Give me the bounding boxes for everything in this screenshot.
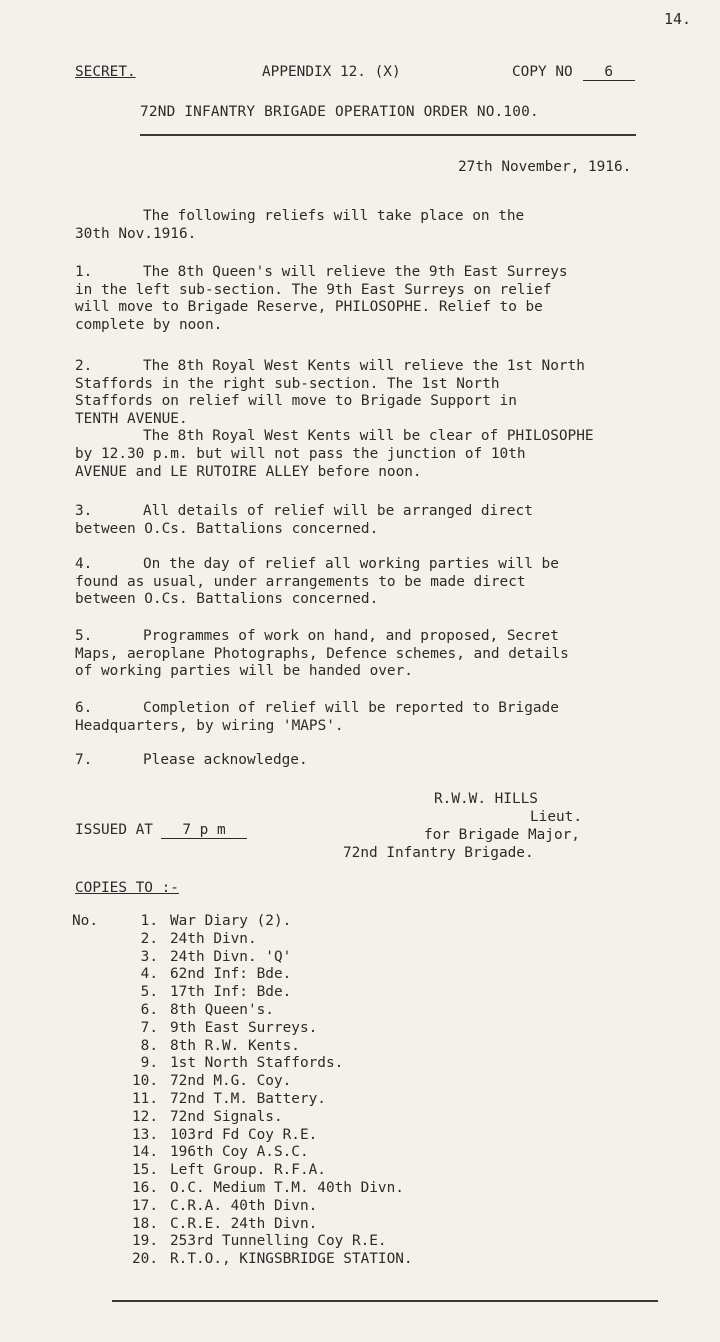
copy-label: COPY NO (512, 64, 573, 80)
intro-paragraph (75, 208, 705, 243)
paragraph-2 (75, 358, 705, 481)
list-item: 19. 253rd Tunnelling Coy R.E. (132, 1233, 387, 1250)
signature-unit: 72nd Infantry Brigade. (343, 845, 534, 861)
paragraph-number: 1. (75, 264, 93, 280)
paragraph-6 (75, 700, 705, 735)
list-item: 10. 72nd M.G. Coy. (132, 1073, 292, 1090)
signature-for: for Brigade Major, (424, 827, 580, 843)
list-item: No. 1. War Diary (2). (72, 913, 292, 929)
list-item: 11. 72nd T.M. Battery. (132, 1090, 326, 1107)
list-item: 5. 17th Inf: Bde. (140, 984, 292, 1001)
paragraph-number: 7. (75, 752, 93, 768)
paragraph-line: The 8th Queen's will relieve the 9th East Surreys (143, 264, 568, 280)
footer-rule (112, 1300, 658, 1302)
paragraph-line: Staffords on relief will move to Brigade Support in (75, 393, 517, 410)
paragraph-line: between O.Cs. Battalions concerned. (75, 591, 379, 608)
paragraph-number: 5. (75, 628, 93, 644)
paragraph-line: Completion of relief will be reported to Brigade (143, 700, 559, 716)
list-item: 20. R.T.O., KINGSBRIDGE STATION. (132, 1251, 413, 1268)
list-item: 12. 72nd Signals. (132, 1108, 283, 1125)
paragraph-number: 4. (75, 556, 93, 572)
paragraph-line: The 8th Royal West Kents will be clear of PHILOSOPHE (143, 428, 594, 445)
intro-line: The following reliefs will take place on the (143, 208, 525, 224)
paragraph-number: 2. (75, 358, 93, 374)
list-item: 14. 196th Coy A.S.C. (132, 1144, 309, 1161)
issued-label: ISSUED AT (75, 822, 153, 838)
page-number: 14. (664, 10, 692, 28)
document-date: 27th November, 1916. (458, 159, 632, 175)
paragraph-line: The 8th Royal West Kents will relieve the 1st North (143, 358, 585, 374)
paragraph-line: by 12.30 p.m. but will not pass the junction of 10th (75, 445, 526, 462)
issued-value: 7 p m (161, 822, 247, 839)
issued-at (75, 822, 247, 839)
paragraph-line: will move to Brigade Reserve, PHILOSOPHE. Relief to be (75, 299, 543, 316)
paragraph-line: On the day of relief all working parties will be (143, 556, 559, 572)
list-item: 2. 24th Divn. (140, 930, 257, 947)
list-item: 15. Left Group. R.F.A. (132, 1162, 326, 1179)
paragraph-4 (75, 556, 705, 609)
paragraph-line: found as usual, under arrangements to be made direct (75, 573, 526, 590)
signature-name: R.W.W. HILLS (434, 791, 538, 807)
appendix-label: APPENDIX 12. (X) (262, 64, 401, 80)
signature-rank: Lieut. (530, 809, 582, 825)
list-item: 8. 8th R.W. Kents. (140, 1037, 300, 1054)
list-item: 17. C.R.A. 40th Divn. (132, 1197, 318, 1214)
title-rule (140, 134, 636, 136)
paragraph-1 (75, 264, 705, 334)
document-title: 72ND INFANTRY BRIGADE OPERATION ORDER NO.100. (140, 104, 539, 120)
paragraph-line: Headquarters, by wiring 'MAPS'. (75, 717, 344, 734)
paragraph-line: between O.Cs. Battalions concerned. (75, 520, 379, 537)
copy-number (512, 64, 635, 81)
list-item: 7. 9th East Surreys. (140, 1019, 318, 1036)
paragraph-line: All details of relief will be arranged direct (143, 503, 533, 519)
paragraph-line: Staffords in the right sub-section. The 1st North (75, 375, 500, 392)
list-item: 16. O.C. Medium T.M. 40th Divn. (132, 1179, 404, 1196)
paragraph-7 (75, 752, 705, 770)
paragraph-line: AVENUE and LE RUTOIRE ALLEY before noon. (75, 463, 422, 480)
paragraph-number: 3. (75, 503, 93, 519)
paragraph-line: complete by noon. (75, 316, 223, 333)
list-item: 3. 24th Divn. 'Q' (140, 948, 292, 965)
paragraph-line: Maps, aeroplane Photographs, Defence schemes, and details (75, 645, 569, 662)
paragraph-3 (75, 503, 705, 538)
paragraph-line: Programmes of work on hand, and proposed, Secret (143, 628, 559, 644)
copies-prefix: No. (72, 913, 98, 929)
intro-line: 30th Nov.1916. (75, 225, 197, 242)
copies-heading: COPIES TO :- (75, 880, 179, 896)
secret-label: SECRET. (75, 64, 136, 80)
copies-list (72, 913, 413, 1269)
paragraph-line: TENTH AVENUE. (75, 410, 188, 427)
list-item: 18. C.R.E. 24th Divn. (132, 1215, 318, 1232)
paragraph-line: in the left sub-section. The 9th East Surreys on relief (75, 281, 552, 298)
list-item: 9. 1st North Staffords. (140, 1055, 344, 1072)
list-item: 6. 8th Queen's. (140, 1001, 274, 1018)
paragraph-line: of working parties will be handed over. (75, 663, 413, 680)
paragraph-line: Please acknowledge. (143, 752, 308, 768)
list-item: 4. 62nd Inf: Bde. (140, 966, 292, 983)
copy-value: 6 (583, 64, 635, 81)
paragraph-number: 6. (75, 700, 93, 716)
list-item: 13. 103rd Fd Coy R.E. (132, 1126, 318, 1143)
paragraph-5 (75, 628, 705, 681)
